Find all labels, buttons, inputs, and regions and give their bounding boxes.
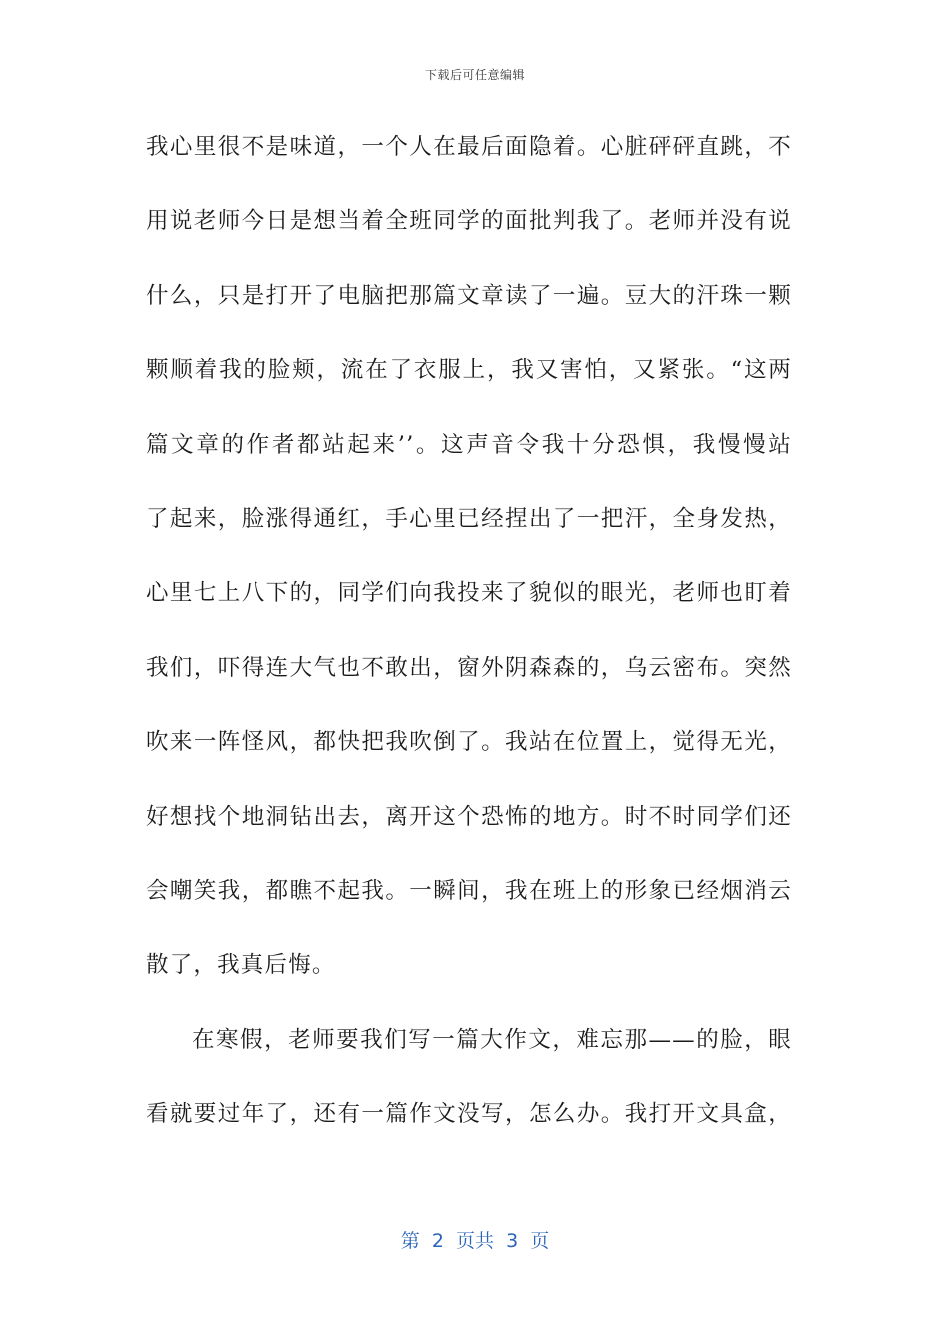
text-line: 颗顺着我的脸颊，流在了衣服上，我又害怕，又紧张。“这两 xyxy=(146,357,792,384)
text-line: 心里七上八下的，同学们向我投来了貌似的眼光，老师也盯着 xyxy=(146,580,792,607)
text-line: 我们，吓得连大气也不敢出，窗外阴森森的，乌云密布。突然 xyxy=(146,654,792,681)
text-line: 好想找个地洞钻出去，离开这个恐怖的地方。时不时同学们还 xyxy=(146,803,792,830)
document-body xyxy=(146,110,792,1151)
text-line: 散了，我真后悔。 xyxy=(146,952,336,979)
page-number-footer: 第 2 页共 3 页 xyxy=(400,1230,550,1252)
text-line: 吹来一阵怪风，都快把我吹倒了。我站在位置上，觉得无光， xyxy=(146,729,792,756)
page-header: 下载后可任意编辑 xyxy=(424,68,525,82)
text-line: 看就要过年了，还有一篇作文没写，怎么办。我打开文具盒， xyxy=(146,1101,792,1128)
text-line: 我心里很不是味道，一个人在最后面隐着。心脏砰砰直跳，不 xyxy=(146,134,792,160)
text-line: 会嘲笑我，都瞧不起我。一瞬间，我在班上的形象已经烟消云 xyxy=(146,877,792,904)
text-line: 什么，只是打开了电脑把那篇文章读了一遍。豆大的汗珠一颗 xyxy=(146,282,792,309)
paragraph-first-line: 在寒假，老师要我们写一篇大作文，难忘那——的脸，眼 xyxy=(192,1026,792,1053)
text-line: 用说老师今日是想当着全班同学的面批判我了。老师并没有说 xyxy=(146,208,792,235)
text-line: 篇文章的作者都站起来’’。这声音令我十分恐惧，我慢慢站 xyxy=(146,431,792,458)
text-line: 了起来，脸涨得通红，手心里已经捏出了一把汗，全身发热， xyxy=(146,505,792,532)
